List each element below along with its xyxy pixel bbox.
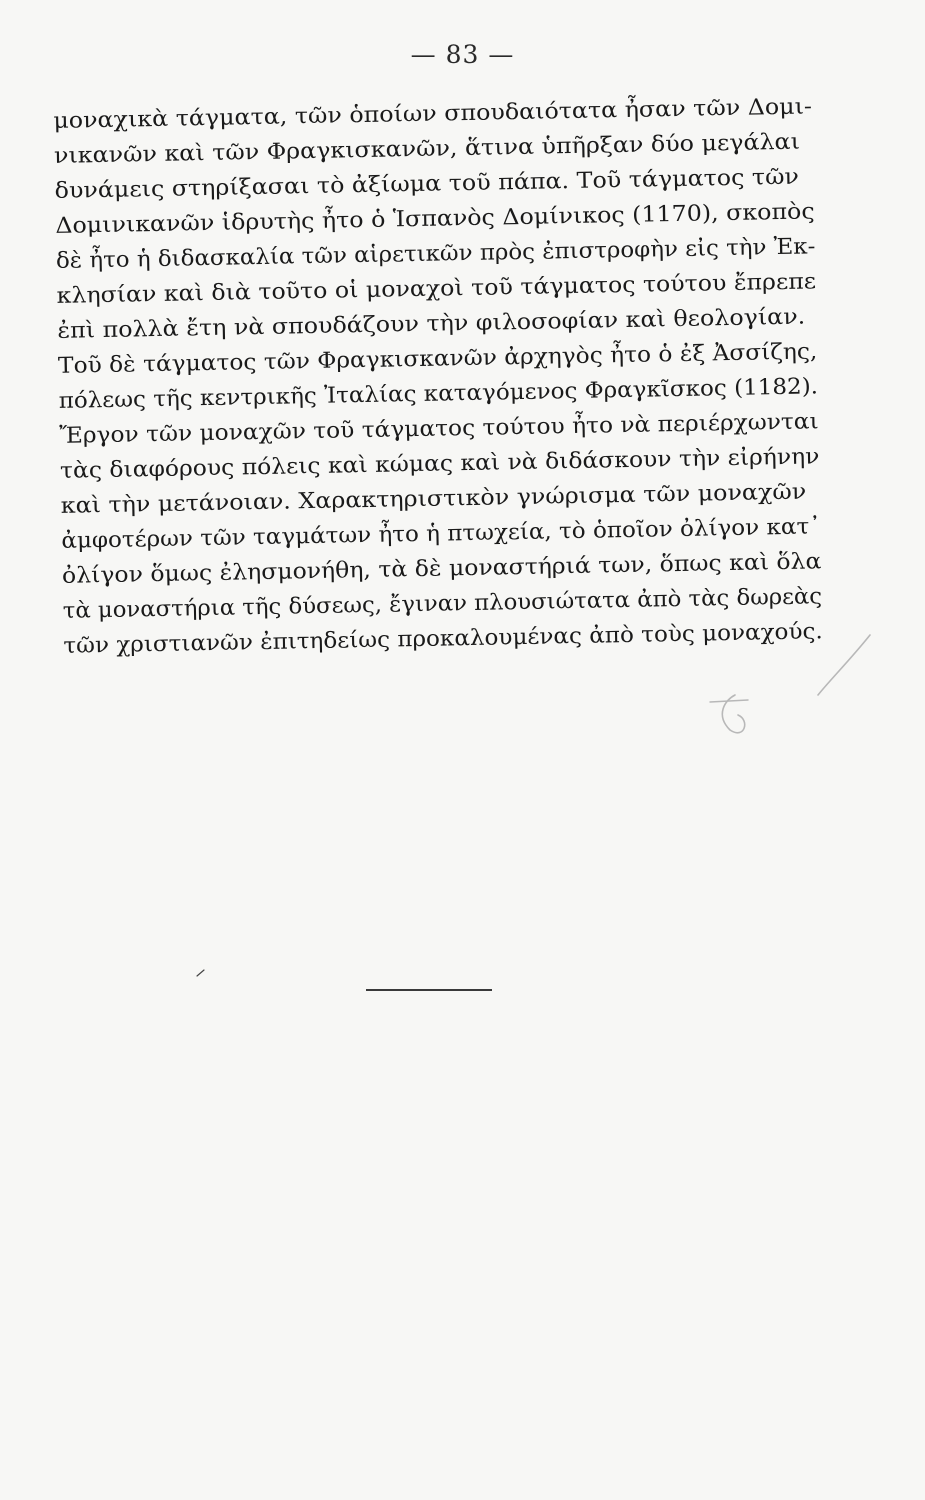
section-separator: [366, 989, 492, 991]
text-line: δυνάμεις στηρίξασαι τὸ ἀξίωμα τοῦ πάπα. Τοῦ τάγματος τῶν: [54, 164, 800, 204]
text-line: ἀμφοτέρων τῶν ταγμάτων ἦτο ἡ πτωχεία, τὸ ὁποῖον ὀλίγον κατ᾿: [61, 514, 821, 554]
text-line: ἐπὶ πολλὰ ἔτη νὰ σπουδάζουν τὴν φιλοσοφίαν καὶ θεολογίαν.: [57, 304, 806, 344]
text-line: καὶ τὴν μετάνοιαν. Χαρακτηριστικὸν γνώρισμα τῶν μοναχῶν: [60, 479, 807, 519]
text-line: νικανῶν καὶ τῶν Φραγκισκανῶν, ἅτινα ὑπῆρξαν δύο μεγάλαι: [53, 129, 801, 169]
text-line: τὰς διαφόρους πόλεις καὶ κώμας καὶ νὰ διδάσκουν τὴν εἰρήνην: [59, 444, 820, 484]
text-line: Δομινικανῶν ἱδρυτὴς ἦτο ὁ Ἱσπανὸς Δομίνικος (1170), σκοπὸς: [55, 199, 815, 239]
text-line: Τοῦ δὲ τάγματος τῶν Φραγκισκανῶν ἀρχηγὸς ἦτο ὁ ἐξ Ἀσσίζης,: [57, 339, 818, 379]
text-line: κλησίαν καὶ διὰ τοῦτο οἱ μοναχοὶ τοῦ τάγματος τούτου ἔπρεπε: [56, 269, 817, 309]
ink-speck: [195, 968, 207, 978]
text-line: δὲ ἦτο ἡ διδασκαλία τῶν αἱρετικῶν πρὸς ἐπιστροφὴν εἰς τὴν Ἐκ-: [55, 234, 816, 274]
text-line: ὀλίγον ὅμως ἐλησμονήθη, τὰ δὲ μοναστήριά των, ὅπως καὶ ὅλα: [61, 549, 822, 589]
text-line: Ἔργον τῶν μοναχῶν τοῦ τάγματος τούτου ἦτο νὰ περιέρχωνται: [59, 409, 819, 449]
text-line: πόλεως τῆς κεντρικῆς Ἰταλίας καταγόμενος Φραγκῖσκος (1182).: [58, 374, 819, 414]
text-line: τῶν χριστιανῶν ἐπιτηδείως προκαλουμένας ἀπὸ τοὺς μοναχούς.: [63, 619, 823, 659]
text-line: τὰ μοναστήρια τῆς δύσεως, ἔγιναν πλουσιώτατα ἀπὸ τὰς δωρεὰς: [62, 584, 823, 624]
text-line: μοναχικὰ τάγματα, τῶν ὁποίων σπουδαιότατα ἦσαν τῶν Δομι-: [53, 94, 813, 134]
pencil-mark: [690, 620, 890, 740]
page-number: — 83 —: [410, 40, 515, 69]
